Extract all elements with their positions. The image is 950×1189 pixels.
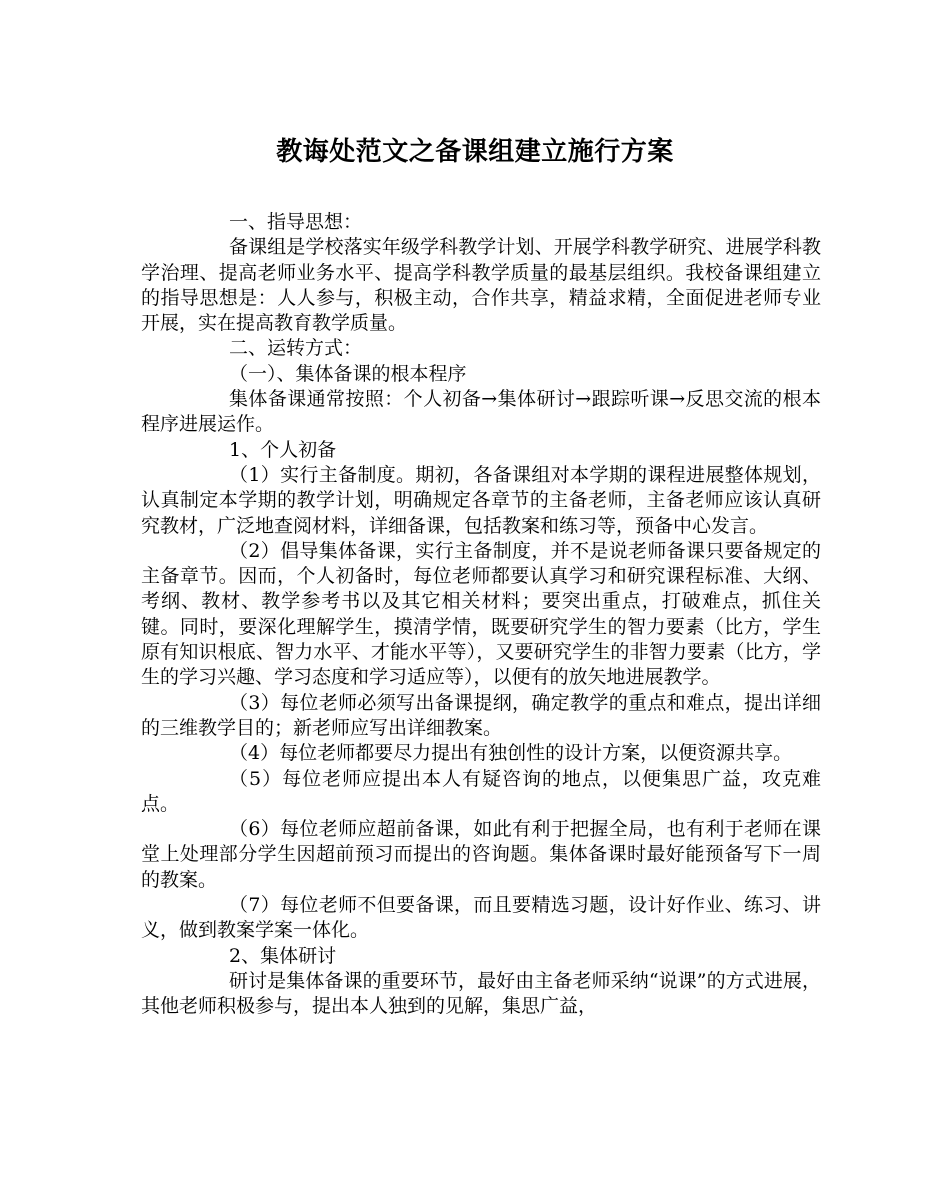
item-heading-collective-discussion: 2、集体研讨	[229, 944, 337, 967]
list-item: （4）每位老师都要尽力提出有独创性的设计方案，以便资源共享。	[229, 742, 793, 765]
subsection-heading-basic-procedure: （一）、集体备课的根本程序	[229, 362, 467, 385]
list-item: （7）每位老师不但要备课，而且要精选习题，设计好作业、练习、讲义，做到教案学案一体化。	[141, 894, 821, 942]
list-item: （6）每位老师应超前备课，如此有利于把握全局，也有利于老师在课堂上处理部分学生因超前预习而提出的咨询题。集体备课时最好能预备写下一周的教案。	[141, 818, 821, 891]
list-item: （5）每位老师应提出本人有疑咨询的地点，以便集思广益，攻克难点。	[141, 767, 821, 815]
section-heading-operation-mode: 二、运转方式：	[229, 337, 363, 360]
paragraph-guiding-ideology: 备课组是学校落实年级学科教学计划、开展学科教学研究、进展学科教学治理、提高老师业务水平、提高学科教学质量的最基层组织。我校备课组建立的指导思想是：人人参与，积极主动，合作共享，精益求精，全面促进老师专业开展，实在提高教育教学质量。	[141, 236, 821, 335]
list-item: （2）倡导集体备课，实行主备制度，并不是说老师备课只要备规定的主备章节。因而，个人初备时，每位老师都要认真学习和研究课程标准、大纲、考纲、教材、教学参考书以及其它相关材料；要突出重点，打破难点，抓住关键。同时，要深化理解学生，摸清学情，既要研究学生的智力要素（比方，学生原有知识根底、智力水平、才能水平等），又要研究学生的非智力要素（比方，学生的学习兴趣、学习态度和学习适应等），以便有的放矢地进展教学。	[141, 539, 821, 689]
paragraph-basic-procedure: 集体备课通常按照：个人初备→集体研讨→跟踪听课→反思交流的根本程序进展运作。	[141, 388, 821, 436]
item-heading-individual-preparation: 1、个人初备	[229, 438, 337, 461]
section-heading-guiding-ideology: 一、指导思想：	[229, 211, 363, 233]
list-item: （1）实行主备制度。期初，各备课组对本学期的课程进展整体规划，认真制定本学期的教学计划，明确规定各章节的主备老师，主备老师应该认真研究教材，广泛地查阅材料，详细备课，包括教案和练习等，预备中心发言。	[141, 463, 821, 537]
list-item: （3）每位老师必须写出备课提纲，确定教学的重点和难点，提出详细的三维教学目的；新老师应写出详细教案。	[141, 691, 821, 739]
document-body	[141, 210, 821, 1020]
document-title: 教诲处范文之备课组建立施行方案	[276, 137, 674, 167]
paragraph-collective-discussion: 研讨是集体备课的重要环节，最好由主备老师采纳“说课”的方式进展，其他老师积极参与，提出本人独到的见解，集思广益，	[141, 969, 821, 1018]
